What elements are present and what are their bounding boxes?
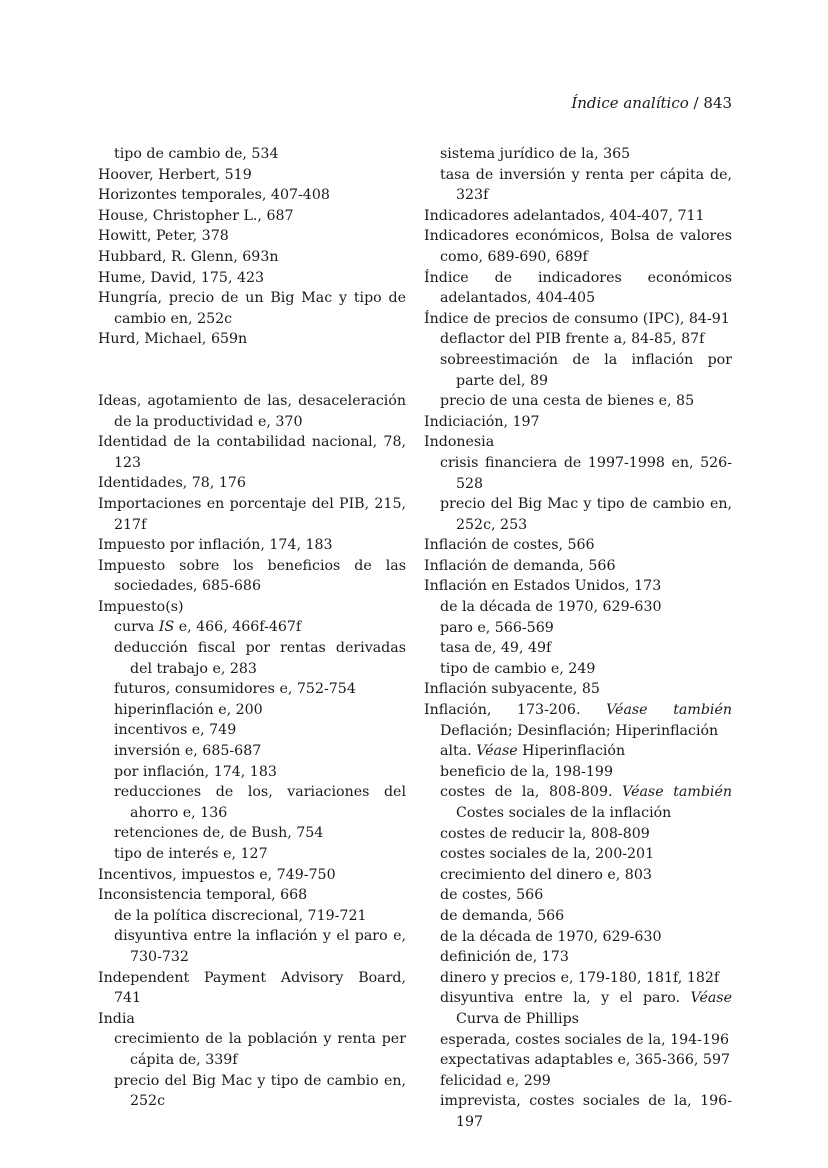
- index-entry: Hungría, precio de un Big Mac y tipo de cambio en, 252c: [98, 290, 406, 327]
- index-subentry: futuros, consumidores e, 752-754: [114, 681, 356, 698]
- index-entry: House, Christopher L., 687: [98, 207, 294, 224]
- index-subentry: imprevista, costes sociales de la, 196-197: [440, 1093, 732, 1130]
- index-subentry: deflactor del PIB frente a, 84-85, 87f: [440, 331, 705, 348]
- index-subentry: dinero y precios e, 179-180, 181f, 182f: [440, 969, 720, 986]
- running-header: [571, 94, 732, 112]
- index-entry-fragment: Véase: [690, 990, 732, 1007]
- index-entry: Impuesto por inflación, 174, 183: [98, 537, 333, 554]
- index-entry: Hurd, Michael, 659n: [98, 331, 248, 348]
- index-subentry: retenciones de, de Bush, 754: [114, 825, 324, 842]
- index-subentry: tasa de, 49, 49f: [440, 640, 552, 657]
- index-entry-fragment: disyuntiva entre la, y el paro.: [440, 990, 691, 1007]
- index-entry-fragment: alta.: [440, 743, 477, 760]
- index-subentry: paro e, 566-569: [440, 619, 554, 636]
- index-entry-fragment: Costes sociales de la inflación: [456, 805, 672, 821]
- index-column-right: [424, 144, 732, 1133]
- index-subentry: [440, 988, 732, 1029]
- index-subentry: tipo de interés e, 127: [114, 846, 268, 862]
- index-entry: Hoover, Herbert, 519: [98, 166, 252, 183]
- index-entry-fragment: Véase: [476, 743, 518, 760]
- index-subentry: crisis financiera de 1997-1998 en, 526-528: [440, 454, 732, 492]
- index-entry: Identidades, 78, 176: [98, 475, 246, 492]
- index-entry-fragment: Curva de Phillips: [456, 1010, 579, 1027]
- index-entry: Indicadores adelantados, 404-407, 711: [424, 207, 705, 224]
- index-subentry: [440, 782, 732, 823]
- index-subentry: [114, 617, 406, 638]
- index-subentry: de costes, 566: [440, 887, 544, 904]
- index-entry-fragment: costes de la, 808-809.: [440, 784, 623, 801]
- index-subentry: precio del Big Mac y tipo de cambio en, 252c: [114, 1072, 406, 1110]
- index-subentry: por inflación, 174, 183: [114, 763, 277, 780]
- index-subentry: de la década de 1970, 629-630: [440, 928, 662, 945]
- index-entry-fragment: Deflación; Desinflación; Hiperinflación: [440, 722, 719, 739]
- index-entry: Inflación de demanda, 566: [424, 557, 616, 574]
- index-subentry: crecimiento de la población y renta per cápita de, 339f: [114, 1031, 406, 1068]
- index-entry: Inflación en Estados Unidos, 173: [424, 578, 662, 595]
- index-entry: Índice de precios de consumo (IPC), 84-91: [424, 310, 730, 327]
- index-entry-fragment: e, 466, 466f-467f: [174, 619, 302, 636]
- index-entry: Inflación subyacente, 85: [424, 681, 600, 698]
- index-entry: Identidad de la contabilidad nacional, 78, 123: [98, 434, 406, 471]
- index-entry: Incentivos, impuestos e, 749-750: [98, 866, 336, 883]
- index-subentry: de demanda, 566: [440, 907, 565, 924]
- index-subentry: beneficio de la, 198-199: [440, 763, 613, 780]
- index-entry: Indicadores económicos, Bolsa de valores como, 689-690, 689f: [424, 228, 732, 265]
- index-subentry: esperada, costes sociales de la, 194-196: [440, 1031, 730, 1048]
- index-entry: Indiciación, 197: [424, 413, 540, 430]
- index-subentry: de la política discrecional, 719-721: [114, 907, 367, 924]
- index-entry: Inconsistencia temporal, 668: [98, 887, 308, 904]
- index-subentry: sobreestimación de la inflación por parte del, 89: [440, 351, 732, 389]
- index-entry: Ideas, agotamiento de las, desaceleración de la productividad e, 370: [98, 392, 406, 430]
- page-number: 843: [703, 94, 732, 112]
- index-entry: Horizontes temporales, 407-408: [98, 187, 330, 204]
- index-subentry: disyuntiva entre la inflación y el paro e, 730-732: [114, 928, 406, 965]
- index-subentry: precio del Big Mac y tipo de cambio en, 252c, 253: [440, 496, 732, 533]
- index-subentry: inversión e, 685-687: [114, 743, 262, 760]
- index-subentry: definición de, 173: [440, 949, 569, 966]
- index-entry-fragment: IS: [158, 619, 175, 636]
- running-header-separator: /: [688, 94, 704, 112]
- index-entry: Impuesto sobre los beneficios de las sociedades, 685-686: [98, 557, 406, 595]
- index-subentry: costes de reducir la, 808-809: [440, 825, 650, 842]
- index-entry: [424, 700, 732, 741]
- letter-section-gap: [98, 350, 406, 391]
- index-subentry: hiperinflación e, 200: [114, 701, 263, 718]
- index-entry: Independent Payment Advisory Board, 741: [98, 969, 406, 1007]
- index-entry: India: [98, 1010, 135, 1027]
- index-subentry: felicidad e, 299: [440, 1072, 551, 1089]
- index-subentry: costes sociales de la, 200-201: [440, 846, 655, 863]
- index-subentry: expectativas adaptables e, 365-366, 597: [440, 1052, 730, 1069]
- index-entry: Índice de indicadores económicos adelantados, 404-405: [424, 269, 732, 307]
- index-subentry: [440, 741, 732, 762]
- index-subentry: deducción fiscal por rentas derivadas del trabajo e, 283: [114, 640, 406, 677]
- index-entry: Importaciones en porcentaje del PIB, 215, 217f: [98, 495, 406, 533]
- index-entry: Hume, David, 175, 423: [98, 269, 265, 286]
- index-subentry: sistema jurídico de la, 365: [440, 146, 631, 162]
- index-subentry: reducciones de los, variaciones del ahorro e, 136: [114, 784, 406, 821]
- index-column-left: [98, 144, 406, 1112]
- running-header-title: Índice analítico: [571, 94, 689, 112]
- index-subentry: tipo de cambio e, 249: [440, 660, 596, 677]
- index-entry: Inflación de costes, 566: [424, 537, 595, 554]
- index-entry-fragment: Inflación, 173-206.: [424, 702, 607, 719]
- index-entry-fragment: Véase también: [606, 702, 732, 719]
- index-entry-fragment: Hiperinflación: [517, 743, 626, 760]
- index-subentry: incentivos e, 749: [114, 722, 237, 739]
- index-entry: Impuesto(s): [98, 598, 184, 615]
- index-subentry: crecimiento del dinero e, 803: [440, 866, 652, 883]
- index-entry: Howitt, Peter, 378: [98, 228, 229, 245]
- index-entry: Indonesia: [424, 434, 495, 451]
- index-subentry: precio de una cesta de bienes e, 85: [440, 393, 695, 410]
- index-entry-fragment: curva: [114, 619, 159, 636]
- index-entry: Hubbard, R. Glenn, 693n: [98, 248, 279, 265]
- index-subentry: tipo de cambio de, 534: [114, 146, 279, 162]
- index-subentry: de la década de 1970, 629-630: [440, 599, 662, 616]
- index-subentry: tasa de inversión y renta per cápita de, 323f: [440, 166, 732, 204]
- index-entry-fragment: Véase también: [622, 784, 732, 801]
